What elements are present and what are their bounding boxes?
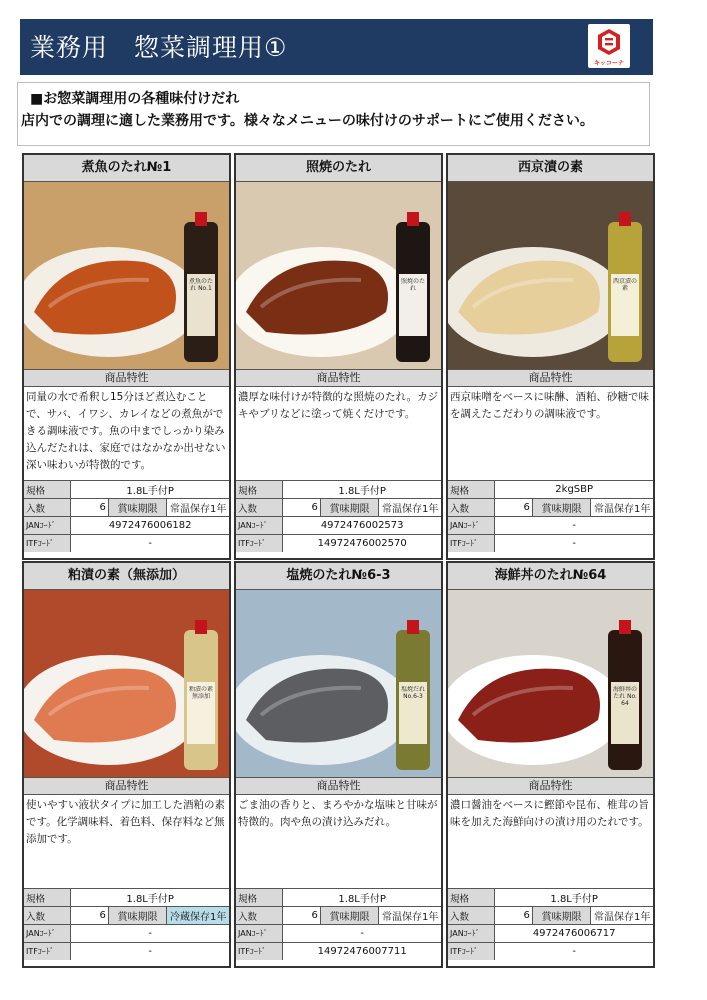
itf-label: ITFｺｰﾄﾞ bbox=[236, 535, 283, 553]
jan-label: JANｺｰﾄﾞ bbox=[24, 925, 71, 943]
itf-label: ITFｺｰﾄﾞ bbox=[236, 943, 283, 961]
features-heading: 商品特性 bbox=[24, 370, 229, 387]
spec-value: 1.8L手付P bbox=[71, 481, 229, 499]
product-card-1 bbox=[22, 153, 231, 560]
itf-label: ITFｺｰﾄﾞ bbox=[24, 535, 71, 553]
spec-value: 1.8L手付P bbox=[283, 889, 441, 907]
product-description: ごま油の香りと、まろやかな塩味と甘味が特徴的。肉や魚の漬け込みだれ。 bbox=[236, 795, 441, 889]
product-name: 西京漬の素 bbox=[448, 155, 653, 182]
count-value: 6 bbox=[283, 499, 320, 517]
count-label: 入数 bbox=[24, 907, 71, 925]
count-label: 入数 bbox=[24, 499, 71, 517]
spec-label: 規格 bbox=[448, 889, 495, 907]
product-description: 濃口醤油をベースに鰹節や昆布、椎茸の旨味を加えた海鮮向けの漬け用のたれです。 bbox=[448, 795, 653, 889]
jan-row bbox=[236, 925, 441, 943]
product-photo bbox=[236, 590, 441, 778]
intro-heading: ■お惣菜調理用の各種味付けだれ bbox=[30, 91, 240, 107]
product-description: 使いやすい液状タイプに加工した酒粕の素です。化学調味料、着色料、保存料など無添加です。 bbox=[24, 795, 229, 889]
count-label: 入数 bbox=[236, 907, 283, 925]
count-value: 6 bbox=[495, 499, 532, 517]
count-row bbox=[236, 499, 441, 517]
jan-row bbox=[448, 517, 653, 535]
features-heading: 商品特性 bbox=[236, 370, 441, 387]
expiry-label: 賞味期限 bbox=[532, 499, 591, 517]
features-heading: 商品特性 bbox=[448, 370, 653, 387]
product-description: 濃厚な味付けが特徴的な照焼のたれ。カジキやブリなどに塗って焼くだけです。 bbox=[236, 387, 441, 481]
jan-value: - bbox=[71, 925, 229, 943]
storage-value: 常温保存1年 bbox=[379, 499, 441, 517]
expiry-label: 賞味期限 bbox=[320, 499, 379, 517]
jan-label: JANｺｰﾄﾞ bbox=[448, 517, 495, 535]
product-photo bbox=[24, 590, 229, 778]
features-heading: 商品特性 bbox=[448, 778, 653, 795]
count-value: 6 bbox=[71, 907, 108, 925]
product-card-2 bbox=[234, 153, 443, 560]
spec-label: 規格 bbox=[236, 889, 283, 907]
bottle-label-text: 照焼のたれ bbox=[400, 278, 425, 292]
itf-row bbox=[24, 535, 229, 553]
itf-value: - bbox=[71, 535, 229, 553]
product-card-3 bbox=[446, 153, 655, 560]
spec-label: 規格 bbox=[24, 889, 71, 907]
product-card-5 bbox=[234, 561, 443, 968]
count-value: 6 bbox=[283, 907, 320, 925]
itf-row bbox=[24, 943, 229, 961]
spec-label: 規格 bbox=[236, 481, 283, 499]
product-name: 照焼のたれ bbox=[236, 155, 441, 182]
spec-row bbox=[448, 889, 653, 907]
page-header bbox=[20, 19, 653, 75]
itf-label: ITFｺｰﾄﾞ bbox=[448, 943, 495, 961]
jan-label: JANｺｰﾄﾞ bbox=[448, 925, 495, 943]
dish-photo-illustration bbox=[236, 590, 441, 777]
bottle-label-text: 粕漬の素 無添加 bbox=[188, 686, 213, 700]
itf-value: 14972476002570 bbox=[283, 535, 441, 553]
itf-row bbox=[236, 943, 441, 961]
intro-box bbox=[17, 82, 650, 146]
count-row bbox=[24, 907, 229, 925]
expiry-label: 賞味期限 bbox=[108, 907, 167, 925]
features-heading: 商品特性 bbox=[236, 778, 441, 795]
jan-value: - bbox=[495, 517, 653, 535]
dish-photo-illustration bbox=[448, 182, 653, 369]
spec-label: 規格 bbox=[448, 481, 495, 499]
count-row bbox=[236, 907, 441, 925]
spec-table bbox=[236, 889, 441, 960]
count-row bbox=[448, 499, 653, 517]
spec-row bbox=[236, 481, 441, 499]
storage-value: 常温保存1年 bbox=[591, 499, 653, 517]
product-card-6 bbox=[446, 561, 655, 968]
storage-value: 冷蔵保存1年 bbox=[167, 907, 229, 925]
jan-label: JANｺｰﾄﾞ bbox=[236, 517, 283, 535]
dish-photo-illustration bbox=[448, 590, 653, 777]
page-title: 業務用 惣菜調理用① bbox=[30, 33, 288, 62]
product-photo bbox=[448, 590, 653, 778]
spec-row bbox=[236, 889, 441, 907]
spec-label: 規格 bbox=[24, 481, 71, 499]
bottle-label-text: 西京漬の素 bbox=[612, 278, 637, 292]
intro-text: 店内での調理に適した業務用です。様々なメニューの味付けのサポートにご使用ください。 bbox=[21, 113, 594, 129]
count-value: 6 bbox=[71, 499, 108, 517]
jan-label: JANｺｰﾄﾞ bbox=[236, 925, 283, 943]
count-row bbox=[24, 499, 229, 517]
spec-value: 1.8L手付P bbox=[283, 481, 441, 499]
features-heading: 商品特性 bbox=[24, 778, 229, 795]
spec-value: 1.8L手付P bbox=[495, 889, 653, 907]
itf-value: - bbox=[495, 535, 653, 553]
spec-row bbox=[24, 481, 229, 499]
product-name: 海鮮丼のたれ№64 bbox=[448, 563, 653, 590]
jan-value: 4972476006182 bbox=[71, 517, 229, 535]
spec-table bbox=[24, 889, 229, 960]
storage-value: 常温保存1年 bbox=[379, 907, 441, 925]
itf-value: - bbox=[71, 943, 229, 961]
spec-table bbox=[236, 481, 441, 552]
product-photo bbox=[236, 182, 441, 370]
bottle-label-text: 海鮮丼のたれ No.64 bbox=[612, 686, 637, 707]
logo-text: キッコーナ bbox=[594, 60, 624, 67]
spec-row bbox=[448, 481, 653, 499]
dish-photo-illustration bbox=[236, 182, 441, 369]
expiry-label: 賞味期限 bbox=[532, 907, 591, 925]
jan-value: 4972476006717 bbox=[495, 925, 653, 943]
jan-label: JANｺｰﾄﾞ bbox=[24, 517, 71, 535]
product-photo bbox=[448, 182, 653, 370]
count-value: 6 bbox=[495, 907, 532, 925]
count-label: 入数 bbox=[448, 907, 495, 925]
product-name: 粕漬の素（無添加） bbox=[24, 563, 229, 590]
jan-value: - bbox=[283, 925, 441, 943]
kikkoh-logo-icon bbox=[597, 28, 621, 58]
product-card-4 bbox=[22, 561, 231, 968]
count-row bbox=[448, 907, 653, 925]
itf-row bbox=[448, 943, 653, 961]
spec-table bbox=[448, 481, 653, 552]
jan-row bbox=[24, 925, 229, 943]
spec-table bbox=[24, 481, 229, 552]
itf-value: - bbox=[495, 943, 653, 961]
product-description: 西京味噌をベースに味醂、酒粕、砂糖で味を調えたこだわりの調味液です。 bbox=[448, 387, 653, 481]
spec-table bbox=[448, 889, 653, 960]
product-description: 同量の水で希釈し15分ほど煮込むことで、サバ、イワシ、カレイなどの煮魚ができる調味液です。魚の中までしっかり染み込んだたれは、家庭ではなかなか出せない深い味わいが特徴的です。 bbox=[24, 387, 229, 481]
count-label: 入数 bbox=[236, 499, 283, 517]
jan-row bbox=[24, 517, 229, 535]
dish-photo-illustration bbox=[24, 590, 229, 777]
itf-label: ITFｺｰﾄﾞ bbox=[448, 535, 495, 553]
jan-value: 4972476002573 bbox=[283, 517, 441, 535]
spec-value: 2kgSBP bbox=[495, 481, 653, 499]
expiry-label: 賞味期限 bbox=[320, 907, 379, 925]
jan-row bbox=[448, 925, 653, 943]
product-name: 塩焼のたれ№6-3 bbox=[236, 563, 441, 590]
dish-photo-illustration bbox=[24, 182, 229, 369]
bottle-label-text: 塩焼だれ No.6-3 bbox=[400, 686, 425, 700]
brand-logo bbox=[588, 24, 630, 68]
product-name: 煮魚のたれ№1 bbox=[24, 155, 229, 182]
spec-row bbox=[24, 889, 229, 907]
jan-row bbox=[236, 517, 441, 535]
count-label: 入数 bbox=[448, 499, 495, 517]
product-photo bbox=[24, 182, 229, 370]
spec-value: 1.8L手付P bbox=[71, 889, 229, 907]
itf-value: 14972476007711 bbox=[283, 943, 441, 961]
itf-label: ITFｺｰﾄﾞ bbox=[24, 943, 71, 961]
expiry-label: 賞味期限 bbox=[108, 499, 167, 517]
storage-value: 常温保存1年 bbox=[167, 499, 229, 517]
storage-value: 常温保存1年 bbox=[591, 907, 653, 925]
itf-row bbox=[448, 535, 653, 553]
bottle-label-text: 煮魚のたれ No.1 bbox=[188, 278, 213, 292]
itf-row bbox=[236, 535, 441, 553]
